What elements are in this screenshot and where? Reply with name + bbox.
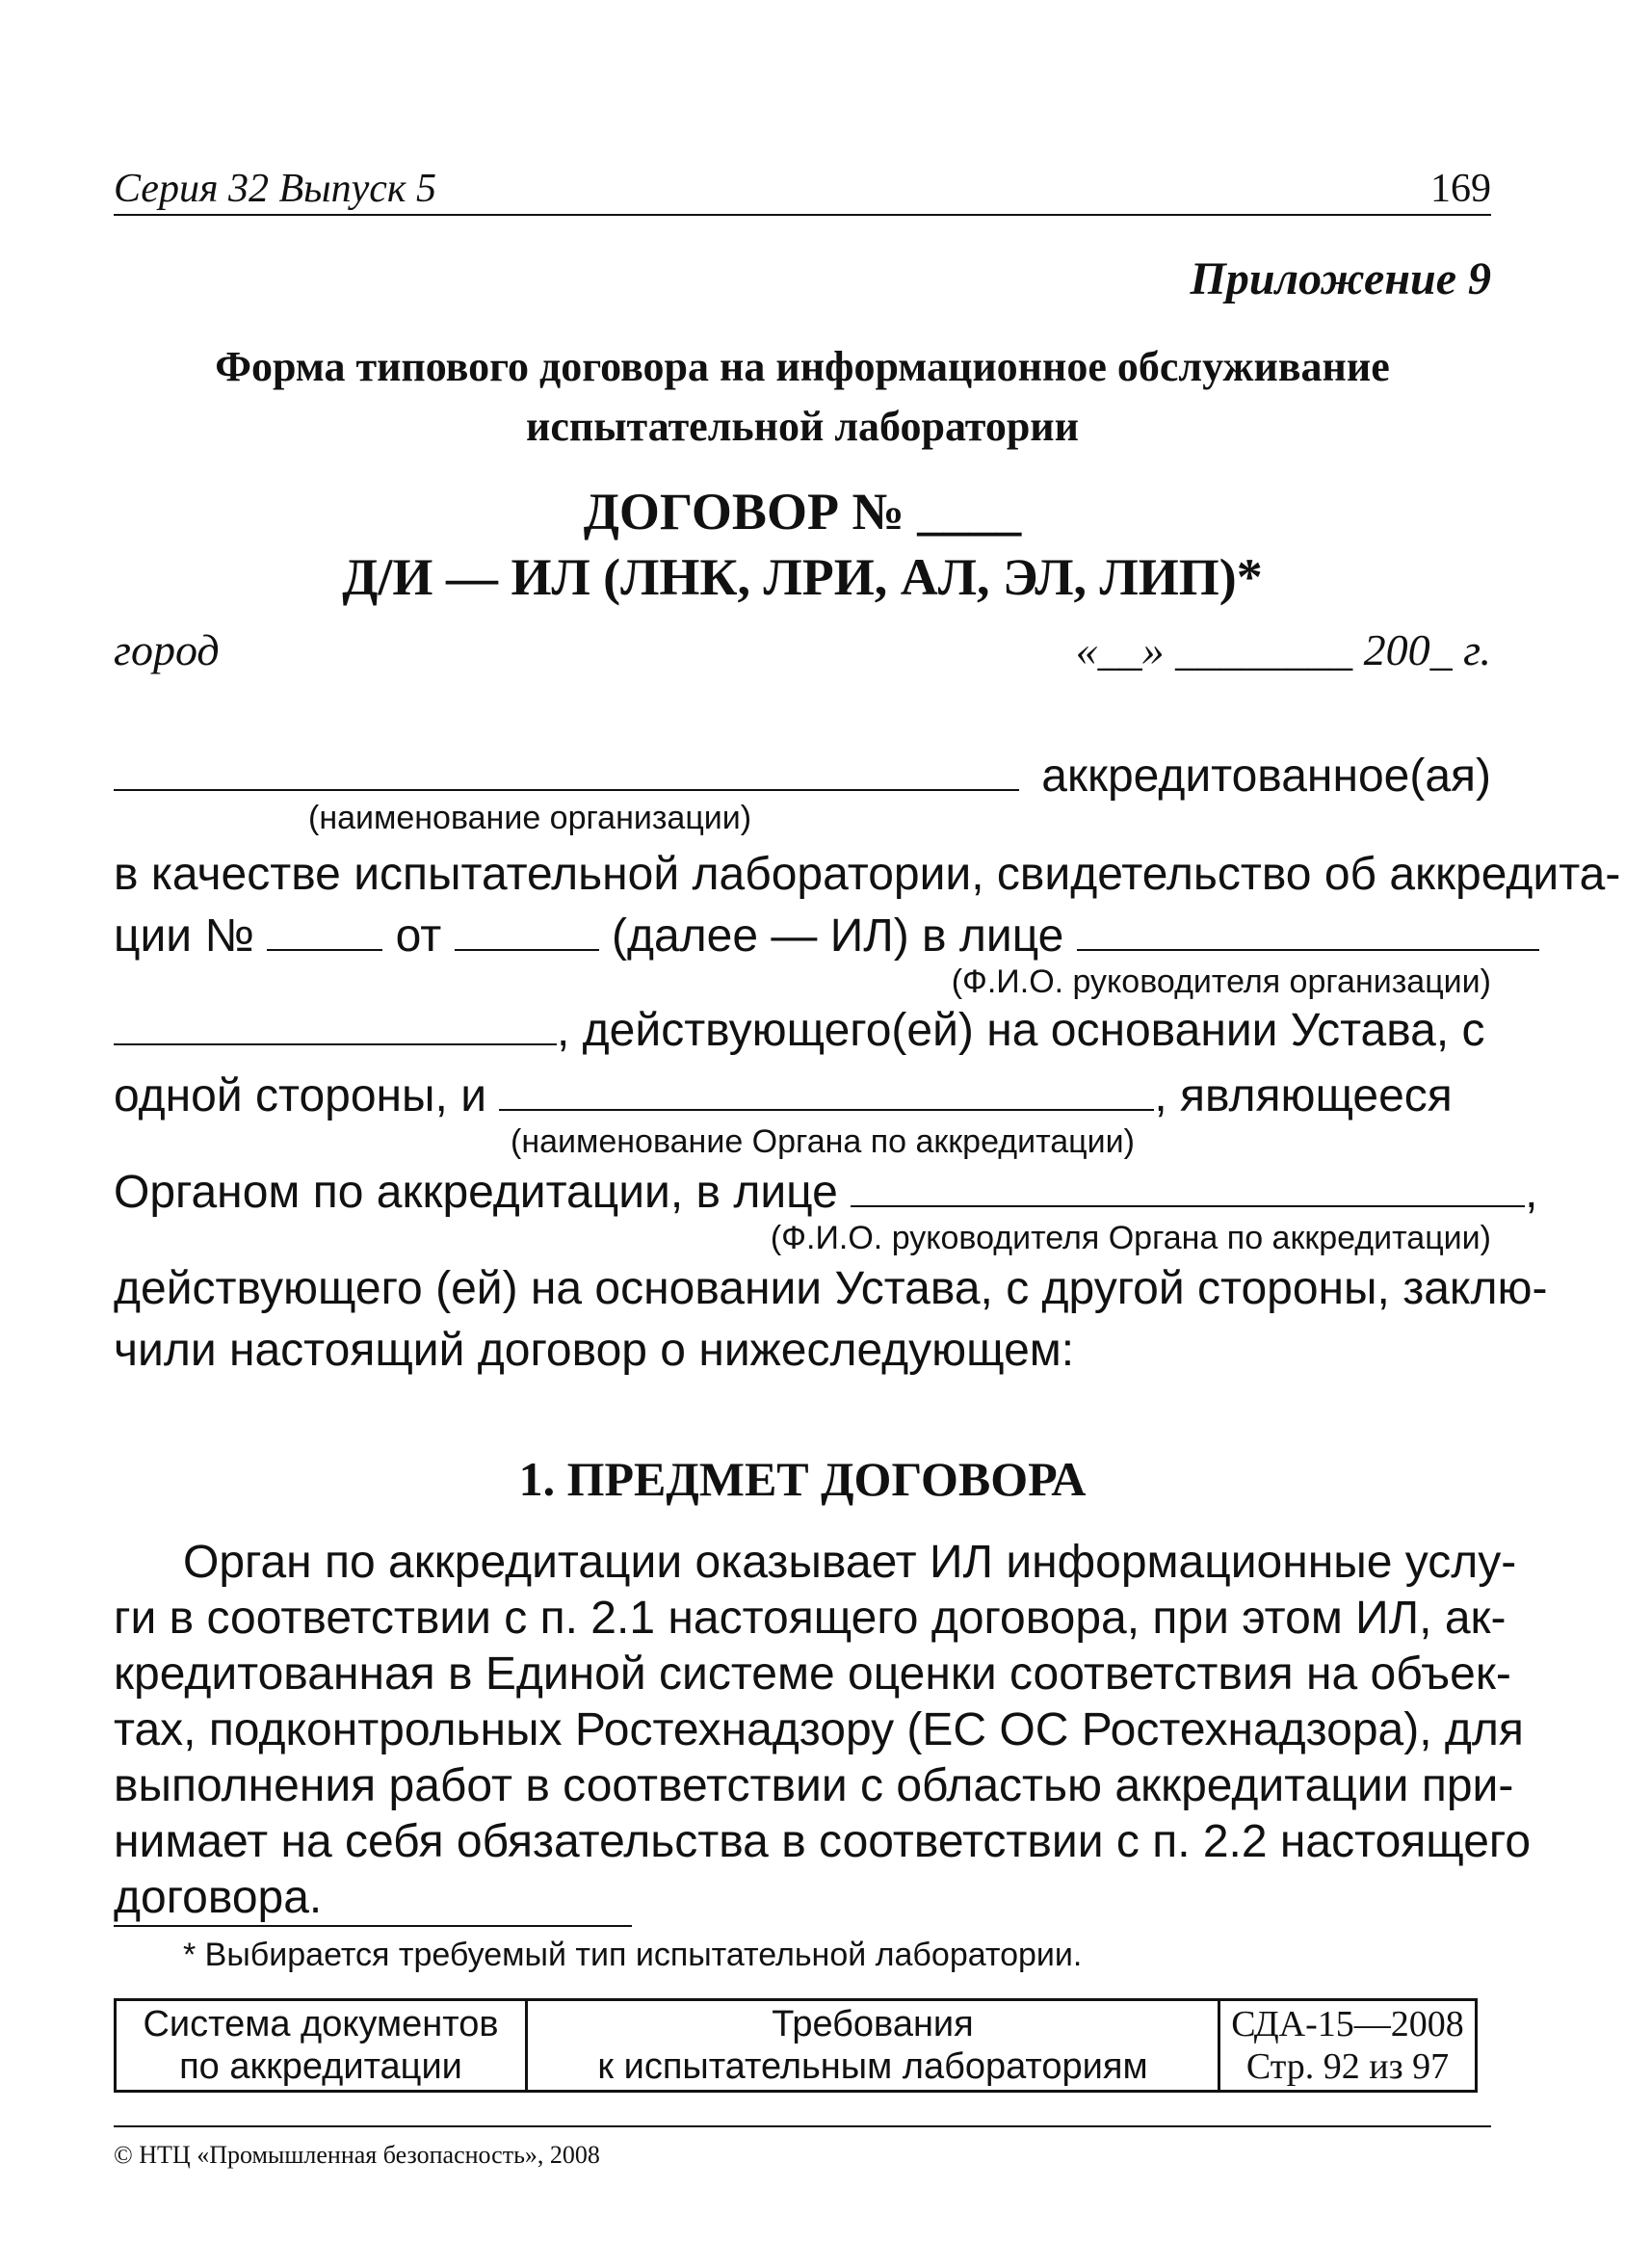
- city-label: город: [114, 625, 220, 674]
- accredited-word: аккредитованное(ая): [1041, 751, 1491, 802]
- paragraph-line: тах, подконтрольных Ростехнадзору (ЕС ОС Ростехнадзора), для: [114, 1704, 1524, 1755]
- paragraph-line: кредитованная в Единой системе оценки соответствия на объек-: [114, 1648, 1511, 1700]
- caption-head-name: (Ф.И.О. руководителя организации): [951, 963, 1491, 1000]
- requirements-line2: к испытательным лабораториям: [597, 2046, 1148, 2087]
- page-count: Стр. 92 из 97: [1245, 2046, 1450, 2087]
- appendix-label: Приложение 9: [1190, 253, 1491, 304]
- paragraph-line: договора.: [114, 1872, 323, 1923]
- table-row: [116, 2000, 1477, 2092]
- head-name-continued-blank: [114, 1042, 557, 1045]
- one-side-line: [114, 1069, 1491, 1122]
- document-info-table: [114, 1998, 1478, 2093]
- requirements-cell: [527, 2000, 1219, 2092]
- paragraph-line: Орган по аккредитации оказывает ИЛ информационные услу-: [183, 1537, 1517, 1588]
- accreditation-body-blank: [499, 1108, 1154, 1111]
- copyright: © НТЦ «Промышленная безопасность», 2008: [114, 2141, 600, 2169]
- body-person-suffix: ,: [1525, 1167, 1538, 1218]
- head-name-blank: [1077, 948, 1539, 951]
- contract-subtitle: Д/И — ИЛ (ЛНК, ЛРИ, АЛ, ЭЛ, ЛИП)*: [342, 548, 1263, 606]
- doc-system-line2: по аккредитации: [179, 2046, 462, 2087]
- org-name-blank: [114, 788, 1019, 791]
- paragraph-line: выполнения работ в соответствии с областью аккредитации при-: [114, 1760, 1514, 1811]
- doc-system-cell: [116, 2000, 527, 2092]
- section-heading: 1. ПРЕДМЕТ ДОГОВОРА: [518, 1452, 1087, 1506]
- doc-code-cell: [1219, 2000, 1477, 2092]
- body-person-line: [114, 1166, 1538, 1219]
- cert-suffix: (далее — ИЛ) в лице: [611, 910, 1064, 962]
- cert-date-blank: [455, 948, 599, 951]
- form-title: Форма типового договора на информационное обслуживание испытательной лаборатории: [215, 343, 1390, 450]
- requirements-line1: Требования: [772, 2004, 974, 2044]
- bottom-rule: [114, 2125, 1491, 2127]
- page-number: 169: [1430, 167, 1491, 211]
- footnote: * Выбирается требуемый тип испытательной лаборатории.: [183, 1937, 1083, 1973]
- one-side-suffix: , являющееся: [1154, 1070, 1453, 1121]
- concluded-line: чили настоящий договор о нижеследующем:: [114, 1325, 1075, 1376]
- certificate-line: [114, 910, 1539, 963]
- caption-org-name: (наименование организации): [308, 800, 752, 836]
- acting-text: , действующего(ей) на основании Устава, с: [557, 1005, 1485, 1056]
- capacity-line: в качестве испытательной лаборатории, свидетельство об аккредита-: [114, 849, 1621, 900]
- cert-from: от: [395, 910, 442, 962]
- cert-number-blank: [267, 948, 382, 951]
- doc-code: СДА-15—2008: [1231, 2004, 1464, 2044]
- caption-body-head-name: (Ф.И.О. руководителя Органа по аккредитации): [770, 1220, 1491, 1256]
- doc-system-line1: Система документов: [143, 2004, 499, 2044]
- date-line: «__» ________ 200_ г.: [1075, 625, 1491, 674]
- paragraph-line: нимает на себя обязательства в соответствии с п. 2.2 настоящего: [114, 1816, 1532, 1867]
- acting-line: [114, 1004, 1491, 1057]
- header-rule: [114, 214, 1491, 216]
- org-name-line: [114, 750, 1491, 803]
- running-head: Серия 32 Выпуск 5: [114, 167, 436, 211]
- other-side-line: действующего (ей) на основании Устава, с другой стороны, заклю-: [114, 1263, 1548, 1314]
- body-person-prefix: Органом по аккредитации, в лице: [114, 1167, 838, 1218]
- one-side-prefix: одной стороны, и: [114, 1070, 487, 1121]
- body-head-blank: [851, 1204, 1525, 1207]
- paragraph-line: ги в соответствии с п. 2.1 настоящего договора, при этом ИЛ, ак-: [114, 1593, 1507, 1644]
- caption-accreditation-body: (наименование Органа по аккредитации): [511, 1123, 1135, 1160]
- contract-title: ДОГОВОР № ____: [583, 483, 1022, 541]
- cert-prefix: ции №: [114, 910, 254, 962]
- footnote-rule: [114, 1925, 632, 1927]
